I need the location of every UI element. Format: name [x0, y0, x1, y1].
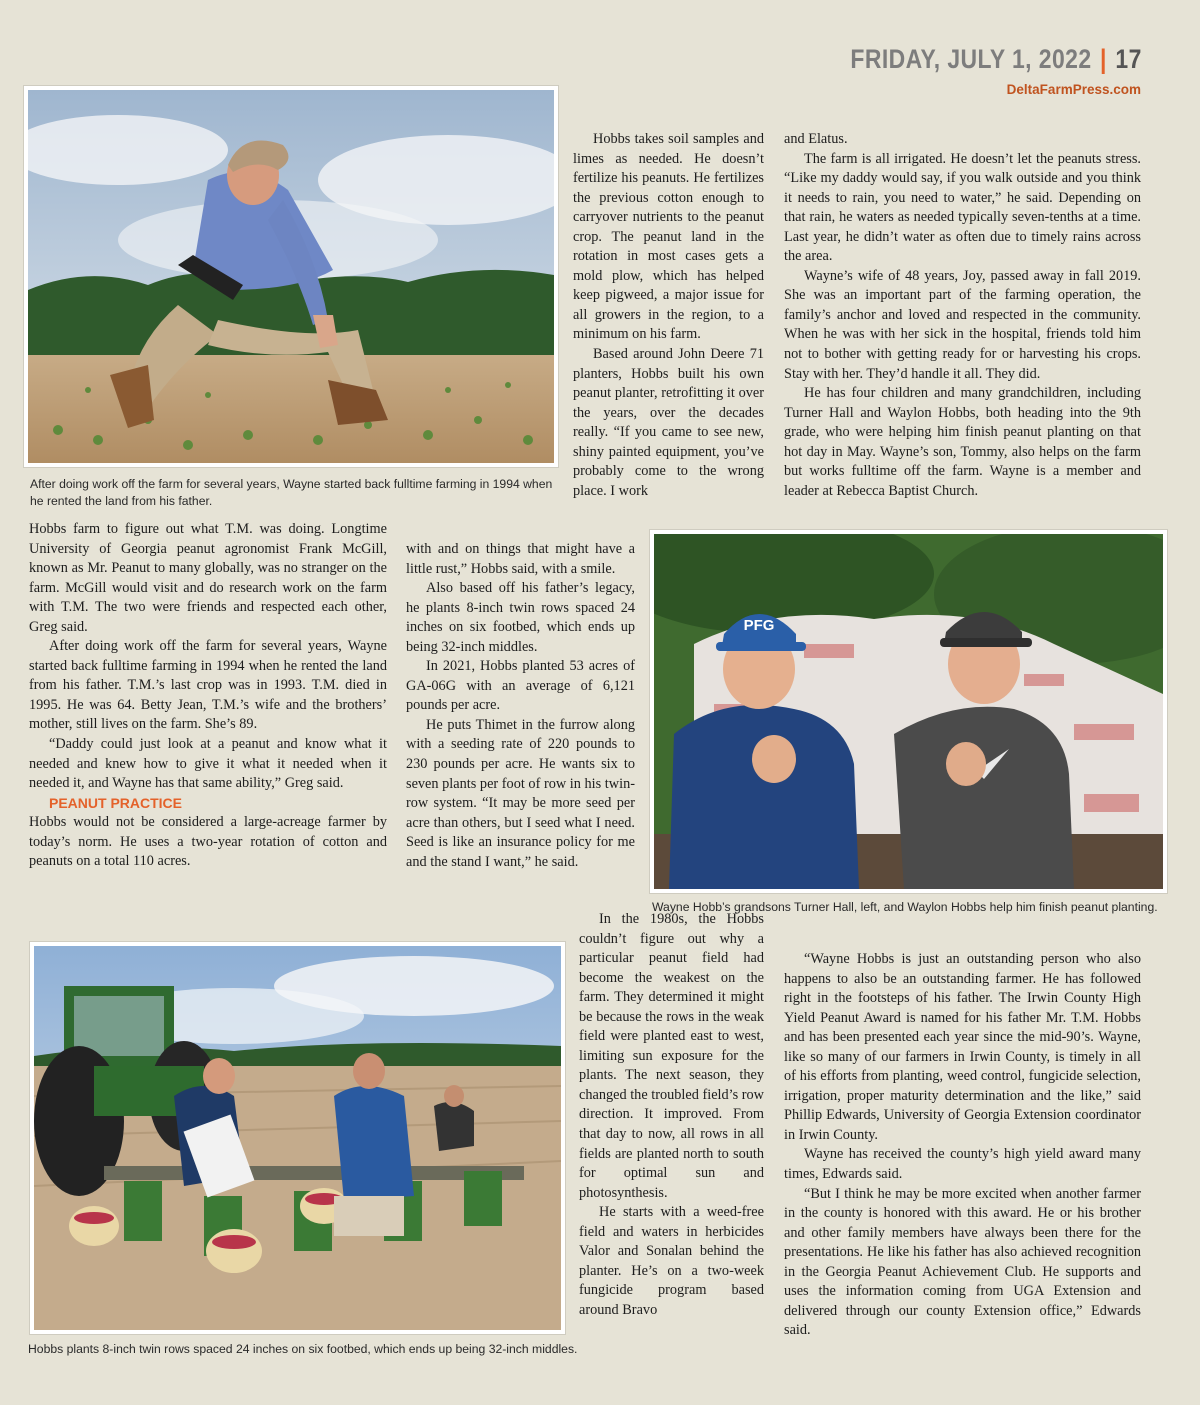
col2-paragraph-4: He puts Thimet in the furrow along with a seeding rate of 220 pounds to 230 pounds per acre. He wants six to seven plants per foot of row in his twin-row system. “It may be more seed per acre than others, but I seed what I need. Seed is like an insurance policy for me and the stand I want,” he said.	[406, 716, 635, 870]
col3b-paragraph-2: He starts with a weed-free field and waters in herbicides Valor and Sonalan behind the planter. He’s on a two-week fungicide program based around Bravo	[579, 1204, 764, 1318]
column-3-bottom	[579, 910, 764, 1320]
col4a-paragraph-4: He has four children and many grandchildren, including Turner Hall and Waylon Hobbs, both heading into the 9th grade, who were helping him finish peanut planting on that hot day in May. Wayne’s son, Tommy, also helps on the farm but works fulltime off the farm. Wayne is a member and leader at Rebecca Baptist Church.	[784, 385, 1141, 499]
column-1	[29, 520, 387, 872]
grandsons-illustration	[654, 534, 1163, 889]
photo-planting	[30, 942, 565, 1334]
photo-planting-caption: Hobbs plants 8-inch twin rows spaced 24 inches on six footbed, which ends up being 32-inch middles.	[28, 1342, 578, 1356]
page-header-date	[851, 44, 1142, 75]
col1-paragraph-4: Hobbs would not be considered a large-acreage farmer by today’s norm. He uses a two-year rotation of cotton and peanuts on a total 110 acres.	[29, 814, 387, 870]
col2-paragraph-1: with and on things that might have a little rust,” Hobbs said, with a smile.	[406, 541, 635, 577]
section-subhead: PEANUT PRACTICE	[49, 794, 183, 811]
page-number: 17	[1115, 44, 1142, 74]
farmer-kneeling-illustration	[28, 90, 554, 463]
col4b-paragraph-3: “But I think he may be more excited when another farmer in the county is honored with this award. He or his brother and other family members have always been there for the presentations. He like his father has also achieved recognition in the Georgia Peanut Achievement Club. He supports and uses the information coming from UGA Extension and delivered through our county Extension office,” Edwards said.	[784, 1185, 1141, 1339]
column-3-top	[573, 130, 764, 501]
issue-date: FRIDAY, JULY 1, 2022	[850, 44, 1092, 74]
cap-logo-text: PFG	[743, 617, 775, 634]
column-4-top	[784, 130, 1141, 501]
header-separator: |	[1100, 44, 1108, 74]
col3b-paragraph-1: In the 1980s, the Hobbs couldn’t figure out why a particular peanut field had become the weakest on the farm. They determined it might be because the rows in the weak field were planted east to west, limiting sun exposure for the plants. The next season, they changed the troubled field’s row direction. It improved. From that day to now, all rows in all fields are planted north to south for optimal sun and photosynthesis.	[579, 911, 765, 1201]
planting-illustration	[34, 946, 561, 1330]
col1-paragraph-1: Hobbs farm to figure out what T.M. was doing. Longtime University of Georgia peanut agronomist Frank McGill, known as Mr. Peanut to many globally, was no stranger on the farm. McGill would visit and do research work on the farm with T.M. The two were friends and respected each other, Greg said.	[29, 521, 387, 635]
col1-paragraph-2: After doing work off the farm for several years, Wayne started back fulltime farming in 1994 when he rented the land from his father. T.M.’s last crop was in 1993. T.M. died in 1995. He was 64. Betty Jean, T.M.’s wife and the brothers’ mother, still lives on the farm. She’s 89.	[29, 638, 387, 733]
col1-paragraph-3: “Daddy could just look at a peanut and know what it needed and knew how to give it what it needed when it needed it, and Wayne has that same ability,” Greg said.	[29, 736, 387, 792]
photo-grandsons	[650, 530, 1167, 893]
website-link[interactable]: DeltaFarmPress.com	[1006, 82, 1141, 97]
photo-farmer-kneeling	[24, 86, 558, 467]
col4a-paragraph-3: Wayne’s wife of 48 years, Joy, passed away in fall 2019. She was an important part of the farming operation, the family’s anchor and loved and respected in the community. When he was with her sick in the hospital, friends told him not to bother with getting ready for or harvesting his crops. Stay with her. They’d handle it all. They did.	[784, 267, 1141, 382]
col4b-paragraph-2: Wayne has received the county’s high yield award many times, Edwards said.	[784, 1146, 1141, 1183]
col4a-paragraph-1: and Elatus.	[784, 131, 848, 147]
column-2	[406, 540, 635, 872]
photo-farmer-caption: After doing work off the farm for several years, Wayne started back fulltime farming in 1994 when he rented the land from his father.	[30, 477, 553, 508]
col4a-paragraph-2: The farm is all irrigated. He doesn’t let the peanuts stress. “Like my daddy would say, if you walk outside and you think it needs to rain, you need to water,” he said. Depending on that rain, he waters as needed typically seven-tenths at a time. Last year, he didn’t water as often due to timely rains across the area.	[784, 150, 1141, 265]
col2-paragraph-2: Also based off his father’s legacy, he plants 8-inch twin rows spaced 24 inches on six footbed, which ends up being 32-inch middles.	[406, 580, 635, 655]
col3a-paragraph-1: Hobbs takes soil samples and limes as needed. He doesn’t fertilize his peanuts. He fertilizes the previous cotton enough to carryover nutrients to the peanut crop. The peanut land in the rotation in most cases gets a mold plow, which has helped keep pigweed, a major issue for all growers in the region, to a minimum on his farm.	[573, 131, 764, 343]
col2-paragraph-3: In 2021, Hobbs planted 53 acres of GA-06G with an average of 6,121 pounds per acre.	[406, 658, 635, 714]
col4b-paragraph-1: “Wayne Hobbs is just an outstanding person who also happens to also be an outstanding farmer. He has followed right in the footsteps of his father. The Irwin County High Yield Peanut Award is named for his father Mr. T.M. Hobbs and has been presented each year since the mid-90’s. Wayne, like so many of our farmers in Irwin County, is timely in all of his efforts from planting, weed control, fungicide selection, irrigation, proper maturity determination and the like,” said Phillip Edwards, University of Georgia Extension coordinator in Irwin County.	[784, 951, 1141, 1143]
photo-grandsons-caption: Wayne Hobb’s grandsons Turner Hall, left, and Waylon Hobbs help him finish peanut planting.	[652, 900, 1158, 914]
column-4-bottom	[784, 950, 1141, 1341]
col3a-paragraph-2: Based around John Deere 71 planters, Hobbs built his own peanut planter, retrofitting it over the years, over the decades really. “If you came to see new, shiny painted equipment, you’ve probably come to the wrong place. I work	[573, 346, 764, 499]
